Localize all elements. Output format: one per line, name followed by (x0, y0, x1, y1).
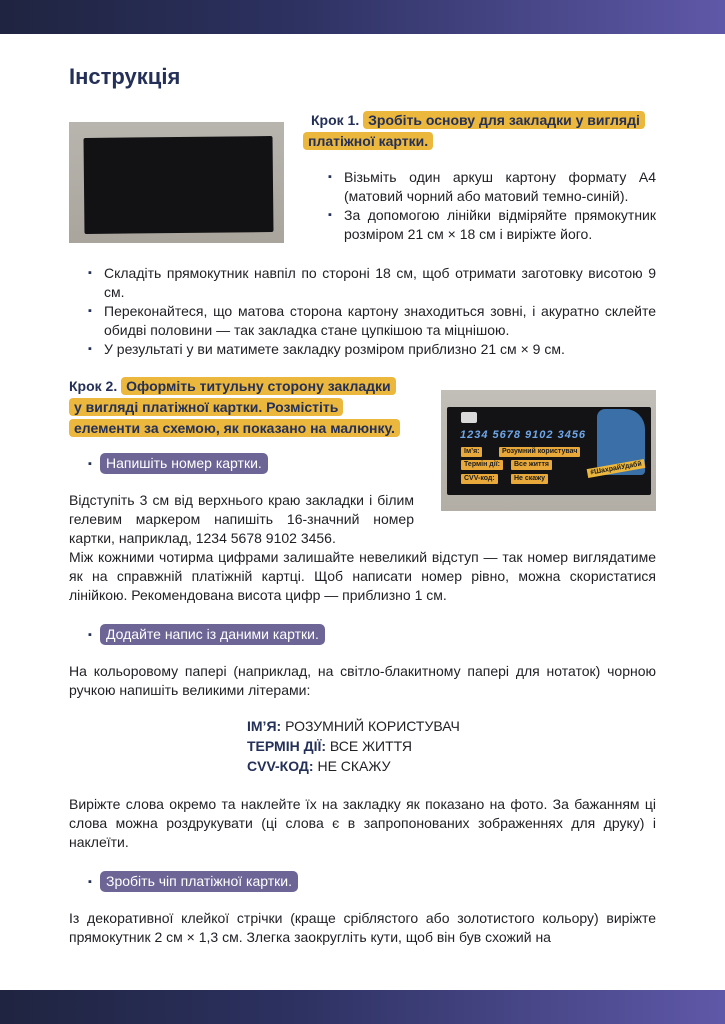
paragraph-offset: Відступіть 3 см від верхнього краю закладки і білим гелевим маркером напишіть 16-значний номер картки, наприклад, 1234 5678 9102 3456. (69, 492, 414, 546)
paragraph-chip: Із декоративної клейкої стрічки (краще сріблястого або золотистого кольору) виріжте прямокутник 2 см × 1,3 см. Злегка заокругліть кути, щоб він був схожий на (69, 910, 656, 945)
step1-heading-line2: платіжної картки. (303, 132, 433, 150)
photo-cvv-label: CVV-код: (461, 474, 498, 484)
field-cvv: CVV-КОД: НЕ СКАЖУ (247, 758, 391, 774)
list-item: ▪ Переконайтеся, що матова сторона картону знаходиться зовні, і акуратно склейте обидві половини — так закладка стане цупкішою та міцнішою. (88, 302, 656, 340)
subheading-card-number (88, 453, 268, 474)
list-item: ▪ За допомогою лінійки відміряйте прямокутник розміром 21 см × 18 см і виріжте його. (328, 206, 656, 244)
list-item: ▪ Складіть прямокутник навпіл по стороні 18 см, щоб отримати заготовку висотою 9 см. (88, 264, 656, 302)
photo-term-value: Все життя (511, 460, 552, 470)
paragraph-spacing: Між кожними чотирма цифрами залишайте невеликий відступ — так номер виглядатиме як на справжній платіжній картці. Щоб написати номер рівно, можна скористатися лінійкою. Рекомендована висота цифр — приблизно 1 см. (69, 549, 656, 603)
paragraph-colored-paper: На кольоровому папері (наприклад, на світло-блакитному папері для нотаток) чорною ручкою напишіть великими літерами: (69, 663, 656, 698)
field-term: ТЕРМІН ДІЇ: ВСЕ ЖИТТЯ (247, 738, 412, 754)
bullet-icon: ▪ (88, 629, 92, 642)
subheading-card-data (88, 624, 325, 645)
top-banner (0, 0, 725, 34)
step2-heading-line2: у вигляді платіжної картки. Розмістіть (69, 398, 343, 416)
step1-bullets-top (328, 168, 656, 244)
photo-term-label: Термін дії: (461, 460, 503, 470)
pill-label: Напишіть номер картки. (100, 453, 268, 474)
photo-card-number: 1234 5678 9102 3456 (460, 429, 587, 441)
bottom-banner (0, 990, 725, 1024)
page-title: Інструкція (69, 64, 181, 89)
photo-name-value: Розумний користувач (499, 447, 580, 457)
step1-bullets-bottom (88, 264, 656, 359)
step2-heading (69, 376, 419, 439)
pill-label: Зробіть чіп платіжної картки. (100, 871, 298, 892)
step1-heading (308, 110, 661, 152)
field-name: ІМ’Я: РОЗУМНИЙ КОРИСТУВАЧ (247, 718, 460, 734)
photo-name-label: Ім’я: (461, 447, 482, 457)
bullet-icon: ▪ (88, 876, 92, 889)
list-item: ▪ Візьміть один аркуш картону формату А4 (матовий чорний або матовий темно-синій). (328, 168, 656, 206)
step2-heading-line1: Оформіть титульну сторону закладки (121, 377, 396, 395)
bullet-icon: ▪ (88, 458, 92, 471)
photo-hashtag: #ШахрайУдабй (587, 459, 646, 478)
step2-heading-line3: елементи за схемою, як показано на малюнку. (69, 419, 400, 437)
step1-label: Крок 1. (311, 112, 360, 128)
black-cardboard-rectangle (84, 136, 274, 234)
list-item: ▪ У результаті у ви матимете закладку розміром приблизно 21 см × 9 см. (88, 340, 656, 359)
step1-heading-line1: Зробіть основу для закладки у вигляді (363, 111, 645, 129)
photo-cvv-value: Не скажу (511, 474, 548, 484)
subheading-chip (88, 871, 298, 892)
bookmark-card (447, 407, 651, 495)
paragraph-cut-words: Виріжте слова окремо та наклейте їх на закладку як показано на фото. За бажанням ці слова можна роздрукувати (ці слова є в запропонованих зображеннях для друку) і наклеїти. (69, 796, 656, 850)
pill-label: Додайте напис із даними картки. (100, 624, 325, 645)
chip-icon (461, 412, 477, 423)
step2-label: Крок 2. (69, 378, 118, 394)
photo-bookmark-card (441, 390, 656, 511)
photo-black-cardboard (69, 122, 284, 243)
card-fields (247, 716, 460, 776)
